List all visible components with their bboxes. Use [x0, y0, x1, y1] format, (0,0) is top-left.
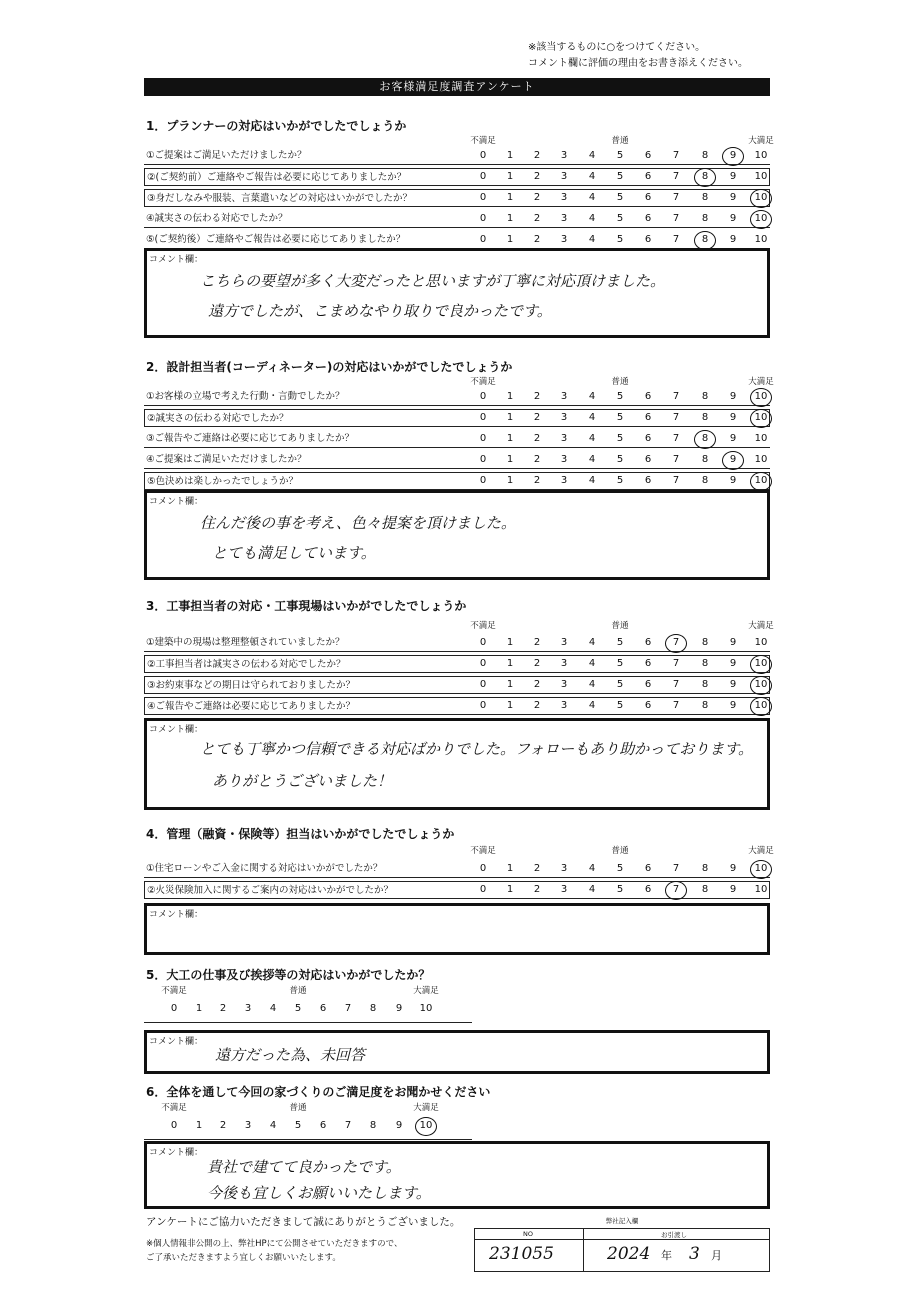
rating-option[interactable]: 0 — [479, 412, 487, 423]
rating-option[interactable]: 0 — [479, 234, 487, 245]
rating-option[interactable]: 9 — [729, 700, 737, 711]
selected-rating-mark — [694, 168, 716, 187]
rating-option[interactable]: 10 — [754, 192, 768, 203]
rating-option[interactable]: 7 — [672, 213, 680, 224]
record-number: 231055 — [489, 1244, 554, 1264]
office-use-table — [474, 1228, 770, 1272]
section-title: 1．プランナーの対応はいかがでしたでしょうか — [146, 119, 407, 133]
rating-option[interactable]: 1 — [506, 454, 514, 465]
rating-option[interactable]: 8 — [369, 1003, 377, 1014]
rating-option[interactable]: 2 — [533, 234, 541, 245]
rating-option[interactable]: 10 — [754, 637, 768, 648]
scale-label-high: 大満足 — [748, 136, 774, 146]
rating-option[interactable]: 2 — [533, 884, 541, 895]
rating-option[interactable]: 7 — [672, 658, 680, 669]
month-suffix: 月 — [711, 1249, 722, 1262]
rating-option[interactable]: 4 — [588, 700, 596, 711]
rating-option[interactable]: 9 — [729, 454, 737, 465]
question-text: ①お客様の立場で考えた行動・言動でしたか？ — [146, 391, 345, 402]
rating-option[interactable]: 5 — [616, 700, 624, 711]
scale-label-low: 不満足 — [470, 621, 496, 631]
rating-option[interactable]: 2 — [533, 192, 541, 203]
rating-option[interactable]: 5 — [294, 1003, 302, 1014]
rating-option[interactable]: 6 — [644, 171, 652, 182]
handwritten-comment: とても丁寧かつ信頼できる対応ばかりでした。フォローもあり助かっております。 — [200, 740, 754, 758]
privacy-note: ※個人情報非公開の上、弊社HPにて公開させていただきますので、 — [146, 1239, 403, 1249]
rating-option[interactable]: 4 — [588, 171, 596, 182]
rating-option[interactable]: 0 — [479, 700, 487, 711]
rating-option[interactable]: 8 — [369, 1120, 377, 1131]
scale-label-mid: 普通 — [611, 136, 629, 146]
rating-option[interactable]: 0 — [479, 658, 487, 669]
rating-option[interactable]: 10 — [754, 234, 768, 245]
rating-option[interactable]: 7 — [344, 1003, 352, 1014]
rating-option[interactable]: 4 — [588, 475, 596, 486]
selected-rating-mark — [722, 451, 744, 470]
handwritten-comment: ありがとうございました！ — [212, 772, 393, 790]
thanks-text: アンケートにご協力いただきまして誠にありがとうございました。 — [146, 1216, 461, 1228]
selected-rating-mark — [750, 472, 772, 491]
handover-label: お引渡し — [661, 1231, 687, 1239]
rating-option[interactable]: 5 — [616, 234, 624, 245]
selected-rating-mark — [750, 676, 772, 695]
rating-option[interactable]: 3 — [560, 637, 568, 648]
rating-option[interactable]: 6 — [644, 475, 652, 486]
rating-option[interactable]: 1 — [506, 391, 514, 402]
year-suffix: 年 — [661, 1249, 672, 1262]
rating-option[interactable]: 2 — [533, 679, 541, 690]
rating-option[interactable]: 2 — [219, 1120, 227, 1131]
handwritten-comment: 遠方でしたが、こまめなやり取りで良かったです。 — [208, 302, 552, 320]
handwritten-comment: 貴社で建てて良かったです。 — [207, 1158, 401, 1176]
question-text: ④誠実さの伝わる対応でしたか？ — [146, 213, 288, 224]
office-use-title: 弊社記入欄 — [605, 1217, 639, 1225]
rating-option[interactable]: 2 — [533, 454, 541, 465]
rating-option[interactable]: 6 — [319, 1120, 327, 1131]
rating-option[interactable]: 5 — [616, 884, 624, 895]
rating-option[interactable]: 3 — [560, 454, 568, 465]
rating-option[interactable]: 4 — [588, 412, 596, 423]
question-text: ④ご提案はご満足いただけましたか？ — [146, 454, 307, 465]
rating-option[interactable]: 0 — [479, 171, 487, 182]
handwritten-comment: 今後も宜しくお願いいたします。 — [207, 1184, 431, 1202]
question-text: ①建築中の現場は整理整頓されていましたか？ — [146, 637, 345, 648]
comment-box[interactable] — [144, 490, 770, 580]
comment-label: コメント欄： — [149, 1148, 204, 1158]
rating-option[interactable]: 7 — [672, 679, 680, 690]
rating-option[interactable]: 8 — [701, 192, 709, 203]
rating-option[interactable]: 8 — [701, 391, 709, 402]
handwritten-comment: とても満足しています。 — [212, 544, 376, 562]
rating-option[interactable]: 7 — [672, 150, 680, 161]
rating-option[interactable]: 5 — [616, 150, 624, 161]
rating-option[interactable]: 9 — [729, 234, 737, 245]
rating-option[interactable]: 2 — [533, 150, 541, 161]
question-text: ⑤色決めは楽しかったでしょうか？ — [147, 476, 299, 487]
rating-option[interactable]: 3 — [560, 412, 568, 423]
rating-option[interactable]: 6 — [644, 637, 652, 648]
section-title: 5．大工の仕事及び挨拶等の対応はいかがでしたか？ — [146, 968, 431, 982]
rating-option[interactable]: 7 — [672, 391, 680, 402]
rating-option[interactable]: 8 — [701, 213, 709, 224]
question-text: ②火災保険加入に関するご案内の対応はいかがでしたか？ — [147, 885, 394, 896]
rating-option[interactable]: 3 — [244, 1120, 252, 1131]
comment-label: コメント欄： — [149, 497, 204, 507]
rating-option[interactable]: 8 — [701, 884, 709, 895]
section-title: 4．管理（融資・保険等）担当はいかがでしたでしょうか — [146, 827, 455, 841]
rating-option[interactable]: 10 — [754, 884, 768, 895]
rating-option[interactable]: 7 — [672, 192, 680, 203]
rating-option[interactable]: 5 — [616, 637, 624, 648]
rating-option[interactable]: 0 — [479, 637, 487, 648]
comment-label: コメント欄： — [149, 1037, 204, 1047]
rating-option[interactable]: 1 — [506, 863, 514, 874]
rating-option[interactable]: 9 — [729, 863, 737, 874]
selected-rating-mark — [750, 697, 772, 716]
no-label: NO — [523, 1230, 533, 1238]
rating-option[interactable]: 6 — [644, 679, 652, 690]
rating-option[interactable]: 0 — [479, 213, 487, 224]
question-text: ①住宅ローンやご入金に関する対応はいかがでしたか？ — [146, 863, 383, 874]
rating-option[interactable]: 1 — [195, 1120, 203, 1131]
rating-option[interactable]: 5 — [616, 863, 624, 874]
scale-label-low: 不満足 — [470, 377, 496, 387]
rating-option[interactable]: 7 — [672, 700, 680, 711]
rating-option[interactable]: 0 — [479, 192, 487, 203]
rating-option[interactable]: 7 — [672, 412, 680, 423]
scale-label-high: 大満足 — [413, 986, 439, 996]
rating-option[interactable]: 6 — [644, 391, 652, 402]
rating-option[interactable]: 5 — [616, 475, 624, 486]
rating-option[interactable]: 1 — [506, 475, 514, 486]
rating-option[interactable]: 8 — [701, 433, 709, 444]
rating-option[interactable]: 10 — [754, 213, 768, 224]
comment-label: コメント欄： — [149, 725, 204, 735]
rating-option[interactable]: 9 — [729, 391, 737, 402]
rating-underline — [144, 1022, 472, 1023]
scale-label-high: 大満足 — [413, 1103, 439, 1113]
rating-option[interactable]: 6 — [644, 884, 652, 895]
instruction-note: コメント欄に評価の理由をお書き添えください。 — [528, 58, 748, 69]
rating-option[interactable]: 0 — [479, 433, 487, 444]
rating-option[interactable]: 10 — [754, 412, 768, 423]
rating-option[interactable]: 6 — [319, 1003, 327, 1014]
rating-option[interactable]: 5 — [616, 412, 624, 423]
rating-option[interactable]: 4 — [588, 391, 596, 402]
rating-option[interactable]: 8 — [701, 454, 709, 465]
rating-option[interactable]: 1 — [506, 884, 514, 895]
rating-option[interactable]: 8 — [701, 475, 709, 486]
rating-option[interactable]: 6 — [644, 192, 652, 203]
comment-box[interactable] — [144, 903, 770, 955]
scale-label-low: 不満足 — [161, 1103, 187, 1113]
rating-option[interactable]: 3 — [560, 433, 568, 444]
rating-option[interactable]: 9 — [729, 412, 737, 423]
selected-rating-mark — [750, 655, 772, 674]
rating-option[interactable]: 6 — [644, 433, 652, 444]
rating-option[interactable]: 10 — [754, 475, 768, 486]
rating-option[interactable]: 9 — [729, 658, 737, 669]
rating-option[interactable]: 8 — [701, 679, 709, 690]
rating-option[interactable]: 3 — [560, 475, 568, 486]
rating-option[interactable]: 9 — [729, 213, 737, 224]
rating-option[interactable]: 5 — [294, 1120, 302, 1131]
comment-label: コメント欄： — [149, 255, 204, 265]
rating-option[interactable]: 7 — [344, 1120, 352, 1131]
rating-option[interactable]: 6 — [644, 412, 652, 423]
rating-option[interactable]: 1 — [506, 433, 514, 444]
rating-option[interactable]: 10 — [419, 1003, 433, 1014]
question-text: ⑤(ご契約後）ご連絡やご報告は必要に応じてありましたか？ — [146, 234, 406, 245]
scale-label-high: 大満足 — [748, 377, 774, 387]
rating-option[interactable]: 8 — [701, 637, 709, 648]
rating-option[interactable]: 8 — [701, 150, 709, 161]
rating-option[interactable]: 8 — [701, 658, 709, 669]
rating-option[interactable]: 5 — [616, 192, 624, 203]
handover-month: 3 — [689, 1244, 700, 1264]
selected-rating-mark — [415, 1117, 437, 1136]
rating-option[interactable]: 9 — [395, 1003, 403, 1014]
rating-option[interactable]: 4 — [588, 454, 596, 465]
rating-option[interactable]: 1 — [506, 213, 514, 224]
rating-option[interactable]: 2 — [533, 391, 541, 402]
rating-option[interactable]: 2 — [533, 433, 541, 444]
rating-option[interactable]: 3 — [560, 700, 568, 711]
rating-option[interactable]: 10 — [754, 679, 768, 690]
rating-option[interactable]: 6 — [644, 863, 652, 874]
rating-option[interactable]: 4 — [588, 658, 596, 669]
selected-rating-mark — [750, 189, 772, 208]
privacy-note: ご了承いただきますよう宜しくお願いいたします。 — [146, 1253, 341, 1263]
rating-option[interactable]: 10 — [754, 433, 768, 444]
rating-option[interactable]: 6 — [644, 454, 652, 465]
question-text: ②誠実さの伝わる対応でしたか？ — [147, 413, 289, 424]
rating-option[interactable]: 0 — [479, 454, 487, 465]
rating-option[interactable]: 5 — [616, 454, 624, 465]
rating-option[interactable]: 3 — [560, 658, 568, 669]
comment-box[interactable] — [144, 248, 770, 338]
rating-option[interactable]: 10 — [419, 1120, 433, 1131]
rating-option[interactable]: 5 — [616, 658, 624, 669]
rating-option[interactable]: 3 — [560, 171, 568, 182]
rating-option[interactable]: 3 — [560, 863, 568, 874]
section-title: 6．全体を通して今回の家づくりのご満足度をお聞かせください — [146, 1085, 491, 1099]
rating-option[interactable]: 2 — [533, 637, 541, 648]
rating-option[interactable]: 4 — [269, 1003, 277, 1014]
rating-option[interactable]: 8 — [701, 171, 709, 182]
rating-option[interactable]: 0 — [479, 863, 487, 874]
comment-box[interactable] — [144, 718, 770, 810]
handwritten-comment: 住んだ後の事を考え、色々提案を頂けました。 — [200, 514, 516, 532]
scale-label-high: 大満足 — [748, 621, 774, 631]
rating-option[interactable]: 6 — [644, 700, 652, 711]
rating-option[interactable]: 6 — [644, 150, 652, 161]
rating-option[interactable]: 1 — [195, 1003, 203, 1014]
rating-option[interactable]: 8 — [701, 234, 709, 245]
rating-option[interactable]: 2 — [533, 863, 541, 874]
rating-option[interactable]: 3 — [560, 679, 568, 690]
rating-option[interactable]: 1 — [506, 171, 514, 182]
rating-option[interactable]: 10 — [754, 171, 768, 182]
rating-option[interactable]: 0 — [170, 1003, 178, 1014]
rating-option[interactable]: 5 — [616, 171, 624, 182]
scale-label-mid: 普通 — [289, 986, 307, 996]
rating-option[interactable]: 1 — [506, 412, 514, 423]
rating-option[interactable]: 2 — [533, 700, 541, 711]
selected-rating-mark — [750, 860, 772, 879]
rating-option[interactable]: 0 — [479, 475, 487, 486]
rating-option[interactable]: 4 — [588, 433, 596, 444]
rating-option[interactable]: 1 — [506, 192, 514, 203]
rating-option[interactable]: 3 — [560, 234, 568, 245]
rating-option[interactable]: 2 — [533, 171, 541, 182]
question-text: ④ご報告やご連絡は必要に応じてありましたか？ — [147, 701, 356, 712]
rating-option[interactable]: 9 — [729, 884, 737, 895]
selected-rating-mark — [694, 430, 716, 449]
rating-option[interactable]: 3 — [560, 884, 568, 895]
rating-option[interactable]: 9 — [729, 475, 737, 486]
rating-option[interactable]: 3 — [560, 150, 568, 161]
rating-option[interactable]: 7 — [672, 475, 680, 486]
rating-option[interactable]: 5 — [616, 213, 624, 224]
rating-option[interactable]: 4 — [588, 192, 596, 203]
rating-option[interactable]: 2 — [533, 658, 541, 669]
rating-option[interactable]: 2 — [219, 1003, 227, 1014]
rating-option[interactable]: 0 — [479, 884, 487, 895]
instruction-note: ※該当するものに○をつけてください。 — [528, 42, 706, 53]
rating-option[interactable]: 1 — [506, 150, 514, 161]
scale-label-mid: 普通 — [611, 846, 629, 856]
rating-option[interactable]: 9 — [729, 679, 737, 690]
rating-option[interactable]: 4 — [588, 150, 596, 161]
rating-option[interactable]: 2 — [533, 213, 541, 224]
rating-option[interactable]: 7 — [672, 454, 680, 465]
question-text: ③お約束事などの期日は守られておりましたか？ — [147, 680, 356, 691]
question-text: ③身だしなみや服装、言葉遣いなどの対応はいかがでしたか？ — [147, 193, 413, 204]
rating-option[interactable]: 4 — [588, 637, 596, 648]
rating-option[interactable]: 4 — [588, 679, 596, 690]
rating-option[interactable]: 9 — [395, 1120, 403, 1131]
scale-label-low: 不満足 — [470, 136, 496, 146]
handwritten-comment: 遠方だった為、未回答 — [215, 1046, 366, 1064]
selected-rating-mark — [665, 881, 687, 900]
rating-option[interactable]: 0 — [479, 391, 487, 402]
rating-option[interactable]: 4 — [588, 234, 596, 245]
rating-option[interactable]: 10 — [754, 863, 768, 874]
rating-option[interactable]: 1 — [506, 700, 514, 711]
rating-option[interactable]: 3 — [560, 192, 568, 203]
section-title: 3．工事担当者の対応・工事現場はいかがでしたでしょうか — [146, 599, 467, 613]
question-text: ②工事担当者は誠実さの伝わる対応でしたか？ — [147, 659, 346, 670]
rating-option[interactable]: 9 — [729, 192, 737, 203]
rating-option[interactable]: 9 — [729, 150, 737, 161]
rating-option[interactable]: 0 — [170, 1120, 178, 1131]
scale-label-low: 不満足 — [161, 986, 187, 996]
selected-rating-mark — [750, 388, 772, 407]
rating-option[interactable]: 0 — [479, 679, 487, 690]
handover-year: 2024 — [607, 1244, 651, 1264]
rating-option[interactable]: 8 — [701, 700, 709, 711]
rating-option[interactable]: 1 — [506, 234, 514, 245]
selected-rating-mark — [750, 409, 772, 428]
rating-option[interactable]: 4 — [588, 863, 596, 874]
rating-option[interactable]: 7 — [672, 863, 680, 874]
rating-option[interactable]: 8 — [701, 412, 709, 423]
question-text: ②(ご契約前）ご連絡やご報告は必要に応じてありましたか？ — [147, 172, 407, 183]
rating-option[interactable]: 4 — [588, 213, 596, 224]
rating-option[interactable]: 5 — [616, 433, 624, 444]
rating-option[interactable]: 6 — [644, 658, 652, 669]
rating-option[interactable]: 5 — [616, 679, 624, 690]
rating-option[interactable]: 9 — [729, 637, 737, 648]
rating-option[interactable]: 6 — [644, 234, 652, 245]
rating-option[interactable]: 7 — [672, 234, 680, 245]
rating-option[interactable]: 4 — [588, 884, 596, 895]
rating-option[interactable]: 2 — [533, 475, 541, 486]
rating-underline — [144, 1139, 472, 1140]
rating-option[interactable]: 2 — [533, 412, 541, 423]
rating-option[interactable]: 0 — [479, 150, 487, 161]
rating-option[interactable]: 6 — [644, 213, 652, 224]
rating-option[interactable]: 10 — [754, 658, 768, 669]
rating-option[interactable]: 10 — [754, 150, 768, 161]
rating-option[interactable]: 8 — [701, 863, 709, 874]
rating-option[interactable]: 10 — [754, 454, 768, 465]
rating-option[interactable]: 9 — [729, 171, 737, 182]
survey-title: お客様満足度調査アンケート — [144, 78, 770, 96]
selected-rating-mark — [750, 210, 772, 229]
scale-label-low: 不満足 — [470, 846, 496, 856]
rating-option[interactable]: 10 — [754, 700, 768, 711]
rating-option[interactable]: 1 — [506, 679, 514, 690]
scale-label-mid: 普通 — [289, 1103, 307, 1113]
rating-option[interactable]: 7 — [672, 637, 680, 648]
handwritten-comment: こちらの要望が多く大変だったと思いますが丁寧に対応頂けました。 — [200, 272, 666, 290]
rating-option[interactable]: 10 — [754, 391, 768, 402]
scale-label-mid: 普通 — [611, 377, 629, 387]
rating-option[interactable]: 3 — [244, 1003, 252, 1014]
rating-option[interactable]: 9 — [729, 433, 737, 444]
rating-option[interactable]: 7 — [672, 433, 680, 444]
scale-label-mid: 普通 — [611, 621, 629, 631]
comment-label: コメント欄： — [149, 910, 204, 920]
rating-option[interactable]: 7 — [672, 171, 680, 182]
rating-option[interactable]: 7 — [672, 884, 680, 895]
rating-option[interactable]: 4 — [269, 1120, 277, 1131]
scale-label-high: 大満足 — [748, 846, 774, 856]
question-text: ③ご報告やご連絡は必要に応じてありましたか？ — [146, 433, 355, 444]
rating-option[interactable]: 1 — [506, 658, 514, 669]
rating-option[interactable]: 3 — [560, 213, 568, 224]
selected-rating-mark — [722, 147, 744, 166]
rating-option[interactable]: 5 — [616, 391, 624, 402]
selected-rating-mark — [665, 634, 687, 653]
section-title: 2．設計担当者(コーディネーター)の対応はいかがでしたでしょうか — [146, 360, 513, 374]
rating-option[interactable]: 1 — [506, 637, 514, 648]
rating-option[interactable]: 3 — [560, 391, 568, 402]
question-text: ①ご提案はご満足いただけましたか？ — [146, 150, 307, 161]
